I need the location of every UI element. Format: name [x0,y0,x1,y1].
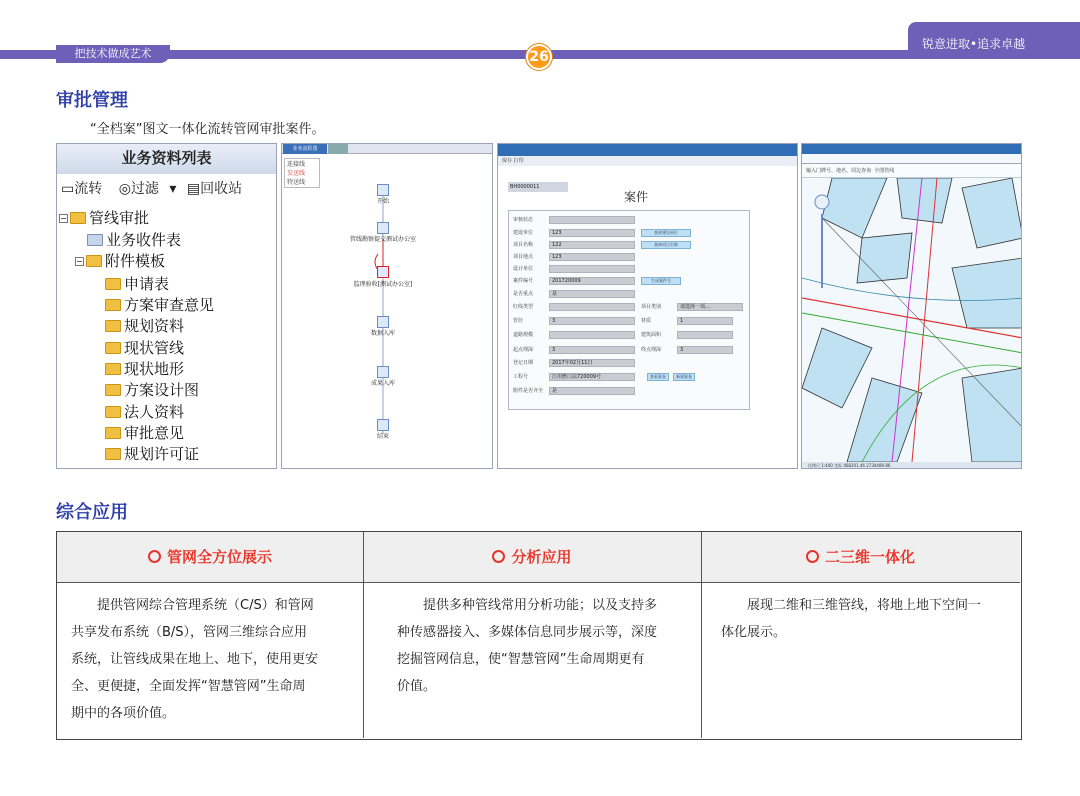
field-input[interactable]: 1 [677,317,733,325]
field-input[interactable]: 123 [549,253,635,261]
field-label: 项目类别 [641,304,662,310]
map-toolbar[interactable]: 输入门牌号、地名、周边查询 全图管线 [802,164,1022,178]
section-title-approval: 审批管理 [56,90,128,111]
field-input[interactable] [549,331,635,339]
lookup-project-button[interactable]: 查询项目名称 [641,241,691,249]
field-input[interactable] [549,265,635,273]
field-label: 建设单位 [513,230,534,236]
folder-icon [105,342,121,354]
header-left-tab: 把技术做成艺术 [56,45,170,63]
folder-icon [86,255,102,267]
tree-folder[interactable]: 法人资料 [105,402,184,422]
case-id-chip: BH0000011 [508,182,568,192]
folder-icon [105,320,121,332]
tree-folder[interactable]: 申请表 [105,274,169,294]
panel-header: 业务资料列表 [57,144,276,174]
map-statusbar: 比例尺 1:400 坐标 468201.46 2734489.86 [802,462,1022,469]
tree-folder[interactable]: 现状管线 [105,338,184,358]
field-label: 建筑面积 [641,332,662,338]
document-icon [87,234,103,246]
field-label: 登记日期 [513,360,534,366]
workflow-node-label: 管线勘察提交测试办公室 [349,236,416,243]
folder-icon [105,406,121,418]
case-form [508,210,750,410]
folder-icon [105,363,121,375]
workflow-node-icon[interactable] [377,222,389,234]
field-input[interactable] [549,303,635,311]
form-toolbar[interactable]: 保存 打印 [498,156,798,166]
field-input[interactable]: 3 [549,346,635,354]
workflow-node-icon[interactable] [377,184,389,196]
page-number: 26 [526,44,552,70]
table-header: 二三维一体化 [701,532,1020,583]
field-input[interactable] [549,216,635,224]
window-titlebar [498,144,798,156]
line-legend: 连接线 发送线 特送线 [284,158,320,188]
workflow-node-icon[interactable] [377,266,389,278]
field-input[interactable]: 122 [549,241,635,249]
tree-item-intake[interactable]: 业务收件表 [87,230,181,250]
field-label: 红线类型 [513,304,534,310]
field-label: 工程号 [513,374,529,380]
tree-folder[interactable]: 现状地形 [105,359,184,379]
case-form-panel [497,143,798,469]
field-input[interactable]: 123 [549,229,635,237]
new-file-button[interactable]: 新建案卷 [673,373,695,381]
field-label: 材质 [641,318,652,324]
workflow-node-icon[interactable] [377,419,389,431]
folder-icon [105,278,121,290]
workflow-node-icon[interactable] [377,366,389,378]
table-header: 管网全方位展示 [57,532,363,583]
tree-folder[interactable]: 规划资料 [105,316,184,336]
field-label: 案件编号 [513,278,534,284]
field-select[interactable]: 是 [549,387,635,395]
workflow-node-icon[interactable] [377,316,389,328]
form-title: 案件 [624,190,649,204]
section-title-applications: 综合应用 [56,502,128,523]
column-divider [701,532,702,738]
view-file-button[interactable]: 查看案卷 [647,373,669,381]
table-header: 分析应用 [363,532,701,583]
field-input[interactable]: 3 [549,317,635,325]
field-label: 起点埋深 [513,347,534,353]
table-cell: 提供多种管线常用分析功能；以及支持多 种传感器接入、多媒体信息同步展示等，深度 挖掘管网信息，使“智慧管网”生命周期更有 价值。 [397,598,658,694]
folder-icon [105,384,121,396]
folder-icon [105,299,121,311]
field-select[interactable]: 请选择一项... [677,303,743,311]
tree-folder[interactable]: 方案审查意见 [105,295,214,315]
field-label: 道路规模 [513,332,534,338]
workflow-node-label: 数据入库 [370,330,395,337]
field-input[interactable]: 3 [677,346,733,354]
workflow-tab[interactable]: 业务流程图 [283,144,327,154]
field-label: 设计单位 [513,266,534,272]
field-select[interactable]: 是 [549,290,635,298]
table-cell: 提供管网综合管理系统（C/S）和管网 共享发布系统（B/S），管网三维综合应用 系统，让管线成果在地上、地下，使用更安 全、更便捷，全面发挥“智慧管网”生命周 期中的各项价值。 [71,598,319,721]
workflow-node-label: 开始 [376,198,389,205]
field-input[interactable] [677,331,733,339]
field-input[interactable]: 201720009 [549,277,635,285]
field-label: 是否重点 [513,291,534,297]
table-cell: 展现二维和三维管线，将地上地下空间一 体化展示。 [721,598,982,640]
field-label: 管径 [513,318,524,324]
workflow-panel [281,143,493,469]
field-label: 项目名称 [513,242,534,248]
forward-button[interactable]: ▭流转 [61,181,103,197]
date-input[interactable]: 2017年02月11日 [549,359,635,367]
filter-button[interactable]: ◎过滤 ▾ [118,181,177,197]
lookup-builder-button[interactable]: 查询建设单位 [641,229,691,237]
tree-item-templates[interactable]: − 附件模板 [76,252,166,270]
tree-folder[interactable]: 审批意见 [105,423,184,443]
field-label: 终点埋深 [641,347,662,353]
map-canvas[interactable] [802,178,1022,462]
business-list-panel [56,143,277,469]
section-subtitle: “全档案”图文一体化流转管网审批案件。 [90,122,325,137]
recycle-bin-button[interactable]: ▤回收站 [186,181,243,197]
field-label: 项目地点 [513,254,534,260]
circle-bullet-icon [806,550,819,563]
folder-icon [105,448,121,460]
pipeline-map-panel [801,143,1022,469]
folder-icon [70,212,86,224]
toolbar [57,178,276,202]
field-input[interactable]: 江用燃口法720009号 [549,373,635,381]
field-label: 审核状态 [513,217,534,223]
workflow-node-label: 监理验收[测试办公室] [353,281,413,288]
window-titlebar [802,144,1022,154]
column-divider [363,532,364,738]
tree-folder[interactable]: 方案设计图 [105,380,199,400]
field-label: 附件是否齐全 [513,388,544,394]
generate-case-number-button[interactable]: 生成案件号 [641,277,681,285]
folder-icon [105,427,121,439]
map-menubar [802,154,1022,164]
workflow-node-label: 成果入库 [370,380,395,387]
header-right-tab: 锐意进取•追求卓越 [908,22,1080,59]
applications-table [56,531,1022,740]
workflow-node-label: 结束 [376,433,389,440]
circle-bullet-icon [492,550,505,563]
circle-bullet-icon [148,550,161,563]
tree-folder[interactable]: 规划许可证 [105,444,199,464]
tree-root[interactable]: − 管线审批 [60,209,150,227]
